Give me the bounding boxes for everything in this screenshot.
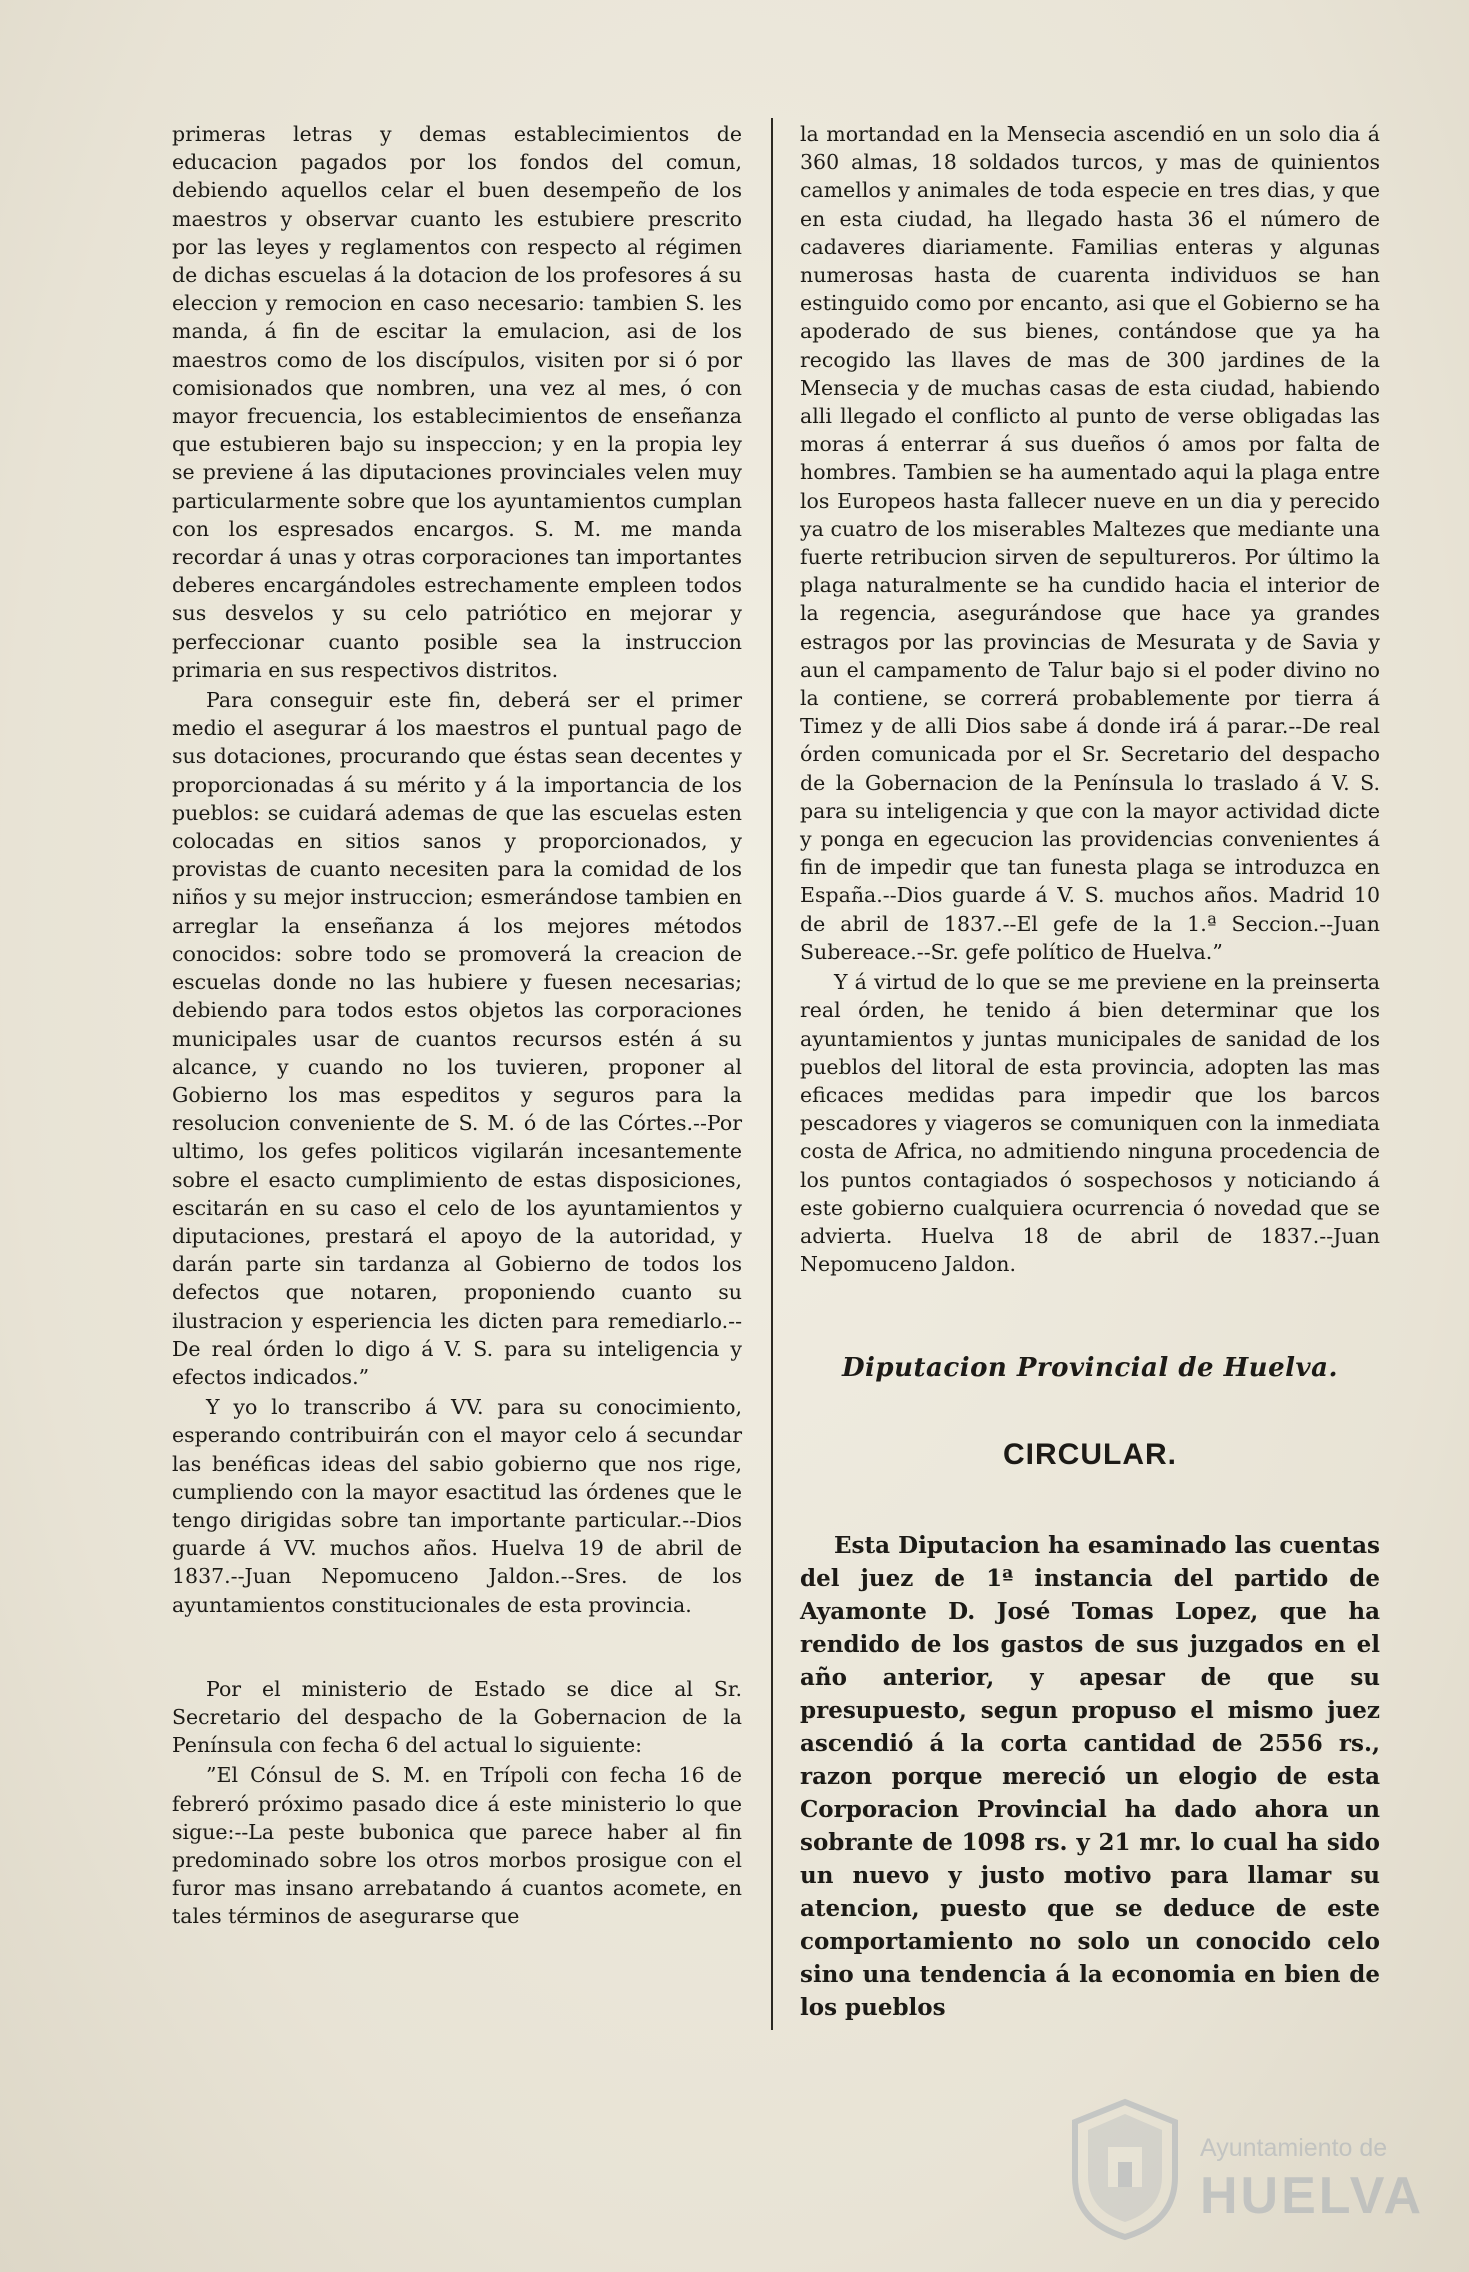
circular-body [800,1529,1380,2024]
watermark [1060,2092,1425,2242]
right-paragraph-3: Esta Diputacion ha esaminado las cuentas del juez de 1ª instancia del partido de Ayamonte D. José Tomas Lopez, que ha rendido de los gastos de sus juzgados en el año anterior, y apesar de que su presupuesto, segun propuso el mismo juez ascendió á la corta cantidad de 2556 rs., razon porque mereció un elogio de esta Corporacion Provincial ha dado ahora un sobrante de 1098 rs. y 21 mr. lo cual ha sido un nuevo y justo motivo para llamar su atencion, puesto que se deduce de este comportamiento no solo un conocido celo sino una tendencia á la economia en bien de los pueblos [800,1531,1380,2021]
left-paragraph-5: ”El Cónsul de S. M. en Trípoli con fecha 16 de febreró próximo pasado dice á este ministerio lo que sigue:--La peste bubonica que parece haber al fin predominado sobre los otros morbos prosigue con el furor mas insano arrebatando á cuantos acomete, en tales términos de asegurarse que [172,1763,742,1929]
column-divider [771,118,773,2030]
heading-circular: CIRCULAR. [1003,1437,1177,1471]
left-paragraph-1: primeras letras y demas establecimientos de educacion pagados por los fondos del comun, debiendo aquellos celar el buen desempeño de los maestros y observar cuanto les estubiere prescrito por las leyes y reglamentos con respecto al régimen de dichas escuelas á la dotacion de los profesores á su eleccion y remocion en caso necesario: tambien S. les manda, á fin de escitar la emulacion, asi de los maestros como de los discípulos, visiten por si ó por comisionados que nombren, una vez al mes, ó con mayor frecuencia, los establecimientos de enseñanza que estubieren bajo su inspeccion; y en la propia ley se previene á las diputaciones provinciales velen muy particularmente sobre que los ayuntamientos cumplan con los espresados encargos. S. M. me manda recordar á unas y otras corporaciones tan importantes deberes encargándoles estrechamente empleen todos sus desvelos y su celo patriótico en mejorar y perfeccionar cuanto posible sea la instruccion primaria en sus respectivos distritos. [172,122,742,682]
left-column [172,120,742,1931]
left-paragraph-3: Y yo lo transcribo á VV. para su conocimiento, esperando contribuirán con el mayor celo á secundar las benéficas ideas del sabio gobierno que nos rige, cumpliendo con la mayor esactitud las órdenes que le tengo dirigidas sobre tan importante particular.--Dios guarde á VV. muchos años. Huelva 19 de abril de 1837.--Juan Nepomuceno Jaldon.--Sres. de los ayuntamientos constitucionales de esta provincia. [172,1395,742,1617]
left-paragraph-4: Por el ministerio de Estado se dice al Sr. Secretario del despacho de la Gobernacion de la Península con fecha 6 del actual lo siguiente: [172,1676,742,1758]
heading-diputacion: Diputacion Provincial de Huelva. [842,1353,1338,1384]
section-gap [172,1619,742,1675]
watermark-line-1: Ayuntamiento de [1200,2134,1388,2162]
right-paragraph-1: la mortandad en la Mensecia ascendió en un solo dia á 360 almas, 18 soldados turcos, y mas de quinientos camellos y animales de toda especie en tres dias, y que en esta ciudad, ha llegado hasta 36 el número de cadaveres diariamente. Familias enteras y algunas numerosas hasta de cuarenta individuos se han estinguido como por encanto, asi que el Gobierno se ha apoderado de sus bienes, contándose que ya ha recogido las llaves de mas de 300 jardines de la Mensecia y de muchas casas de esta ciudad, habiendo alli llegado el conflicto al punto de verse obligadas las moras á enterrar á sus dueños ó amos por falta de hombres. Tambien se ha aumentado aqui la plaga entre los Europeos hasta fallecer nueve en un dia y perecido ya cuatro de los miserables Maltezes que mediante una fuerte retribucion sirven de sepultureros. Por último la plaga naturalmente se ha cundido hacia el interior de la regencia, asegurándose que hace ya grandes estragos por las provincias de Mesurata y de Savia y aun el campamento de Talur bajo si el poder divino no la contiene, se correrá probablemente por tierra á Timez y de alli Dios sabe á donde irá á parar.--De real órden comunicada por el Sr. Secretario del despacho de la Gobernacion de la Península lo traslado á V. S. para su inteligencia y que con la mayor actividad dicte y ponga en egecucion las providencias convenientes á fin de impedir que tan funesta plaga se introduzca en España.--Dios guarde á V. S. muchos años. Madrid 10 de abril de 1837.--El gefe de la 1.ª Seccion.--Juan Subereace.--Sr. gefe político de Huelva.” [800,122,1380,964]
watermark-line-2: HUELVA [1200,2167,1425,2225]
right-column [800,120,1380,2024]
right-paragraph-2: Y á virtud de lo que se me previene en la preinserta real órden, he tenido á bien determinar que los ayuntamientos y juntas municipales de sanidad de los pueblos del litoral de esta provincia, adopten las mas eficaces medidas para impedir que los barcos pescadores y viageros se comuniquen con la inmediata costa de Africa, no admitiendo ninguna procedencia de los puntos contagiados ó sospechosos y noticiando á este gobierno cualquiera ocurrencia ó novedad que se advierta. Huelva 18 de abril de 1837.--Juan Nepomuceno Jaldon. [800,970,1380,1277]
left-paragraph-2: Para conseguir este fin, deberá ser el primer medio el asegurar á los maestros el puntual pago de sus dotaciones, procurando que éstas sean decentes y proporcionadas á su mérito y á la importancia de los pueblos: se cuidará ademas de que las escuelas esten colocadas en sitios sanos y proporcionados, y provistas de cuanto necesiten para la comidad de los niños y su mejor instruccion; esmerándose tambien en arreglar la enseñanza á los mejores métodos conocidos: sobre todo se promoverá la creacion de escuelas donde no las hubiere y fuesen necesarias; debiendo para todos estos objetos las corporaciones municipales usar de cuantos recursos estén á su alcance, y cuando no los tuvieren, proponer al Gobierno los mas espeditos y seguros para la resolucion conveniente de S. M. ó de las Córtes.--Por ultimo, los gefes politicos vigilarán incesantemente sobre el esacto cumplimiento de estas disposiciones, escitarán en su caso el celo de los ayuntamientos y diputaciones, prestará el apoyo de la autoridad, y darán parte sin tardanza al Gobierno de todos los defectos que notaren, proponiendo cuanto su ilustracion y esperiencia les dicten para remediarlo.--De real órden lo digo á V. S. para su inteligencia y efectos indicados.” [172,688,742,1389]
city-seal-icon [1060,2092,1190,2242]
